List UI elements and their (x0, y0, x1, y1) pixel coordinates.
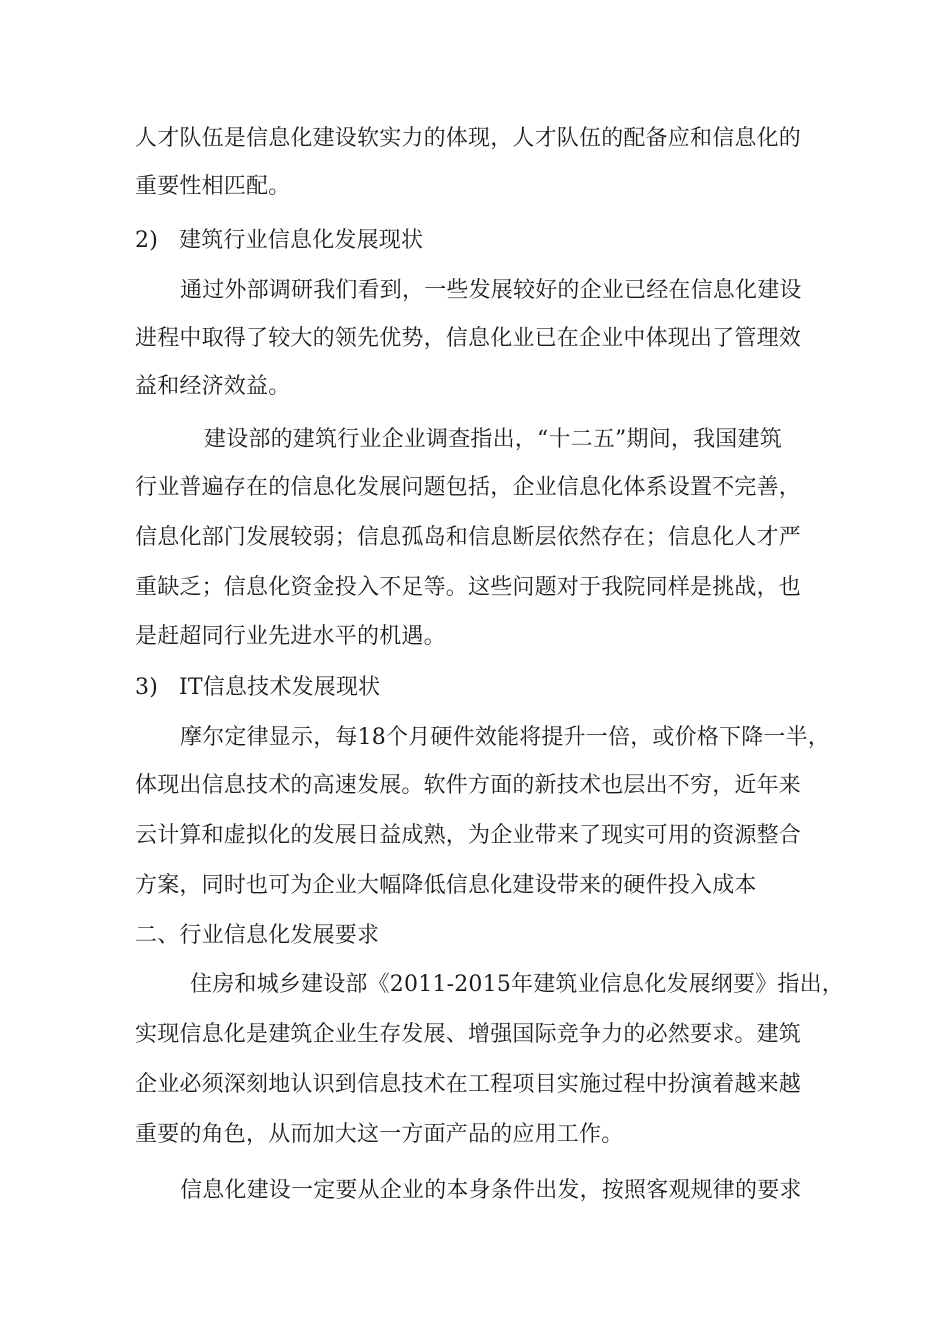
heading-3-text: IT信息技术发展现状 (179, 675, 381, 700)
para4-line-3: 云计算和虚拟化的发展日益成熟，为企业带来了现实可用的资源整合 (135, 823, 802, 848)
para3-line-3: 信息化部门发展较弱；信息孤岛和信息断层依然存在；信息化人才严 (135, 525, 802, 550)
para5-line-4: 重要的角色，从而加大这一方面产品的应用工作。 (135, 1122, 624, 1147)
para5-line-2: 实现信息化是建筑企业生存发展、增强国际竞争力的必然要求。建筑 (135, 1022, 802, 1047)
para2-line-3: 益和经济效益。 (135, 374, 291, 399)
heading-3 (135, 673, 380, 703)
para4-line-1: 摩尔定律显示，每18个月硬件效能将提升一倍，或价格下降一半， (180, 725, 830, 750)
para3-line-4: 重缺乏；信息化资金投入不足等。这些问题对于我院同样是挑战，也 (135, 575, 802, 600)
para4-line-2: 体现出信息技术的高速发展。软件方面的新技术也层出不穷，近年来 (135, 773, 802, 798)
heading-3-number: 3) (135, 675, 158, 700)
section-heading-2: 二、行业信息化发展要求 (135, 923, 380, 948)
para5-line-3: 企业必须深刻地认识到信息技术在工程项目实施过程中扮演着越来越 (135, 1072, 802, 1097)
para3-line-1: 建设部的建筑行业企业调查指出，“十二五”期间，我国建筑 (204, 427, 782, 452)
para2-line-1: 通过外部调研我们看到，一些发展较好的企业已经在信息化建设 (180, 278, 802, 303)
para4-line-4: 方案，同时也可为企业大幅降低信息化建设带来的硬件投入成本 (135, 873, 757, 898)
para6-line-1: 信息化建设一定要从企业的本身条件出发，按照客观规律的要求 (180, 1178, 802, 1203)
para1-line-1: 人才队伍是信息化建设软实力的体现，人才队伍的配备应和信息化的 (135, 126, 802, 151)
heading-2-number: 2) (135, 228, 158, 253)
para3-line-2: 行业普遍存在的信息化发展问题包括，企业信息化体系设置不完善， (135, 475, 802, 500)
heading-2 (135, 226, 423, 256)
para5-line-1: 住房和城乡建设部《2011-2015年建筑业信息化发展纲要》指出， (190, 972, 845, 997)
para1-line-2: 重要性相匹配。 (135, 174, 291, 199)
para3-line-5: 是赶超同行业先进水平的机遇。 (135, 624, 446, 649)
para2-line-2: 进程中取得了较大的领先优势，信息化业已在企业中体现出了管理效 (135, 326, 802, 351)
heading-2-text: 建筑行业信息化发展现状 (179, 228, 424, 253)
